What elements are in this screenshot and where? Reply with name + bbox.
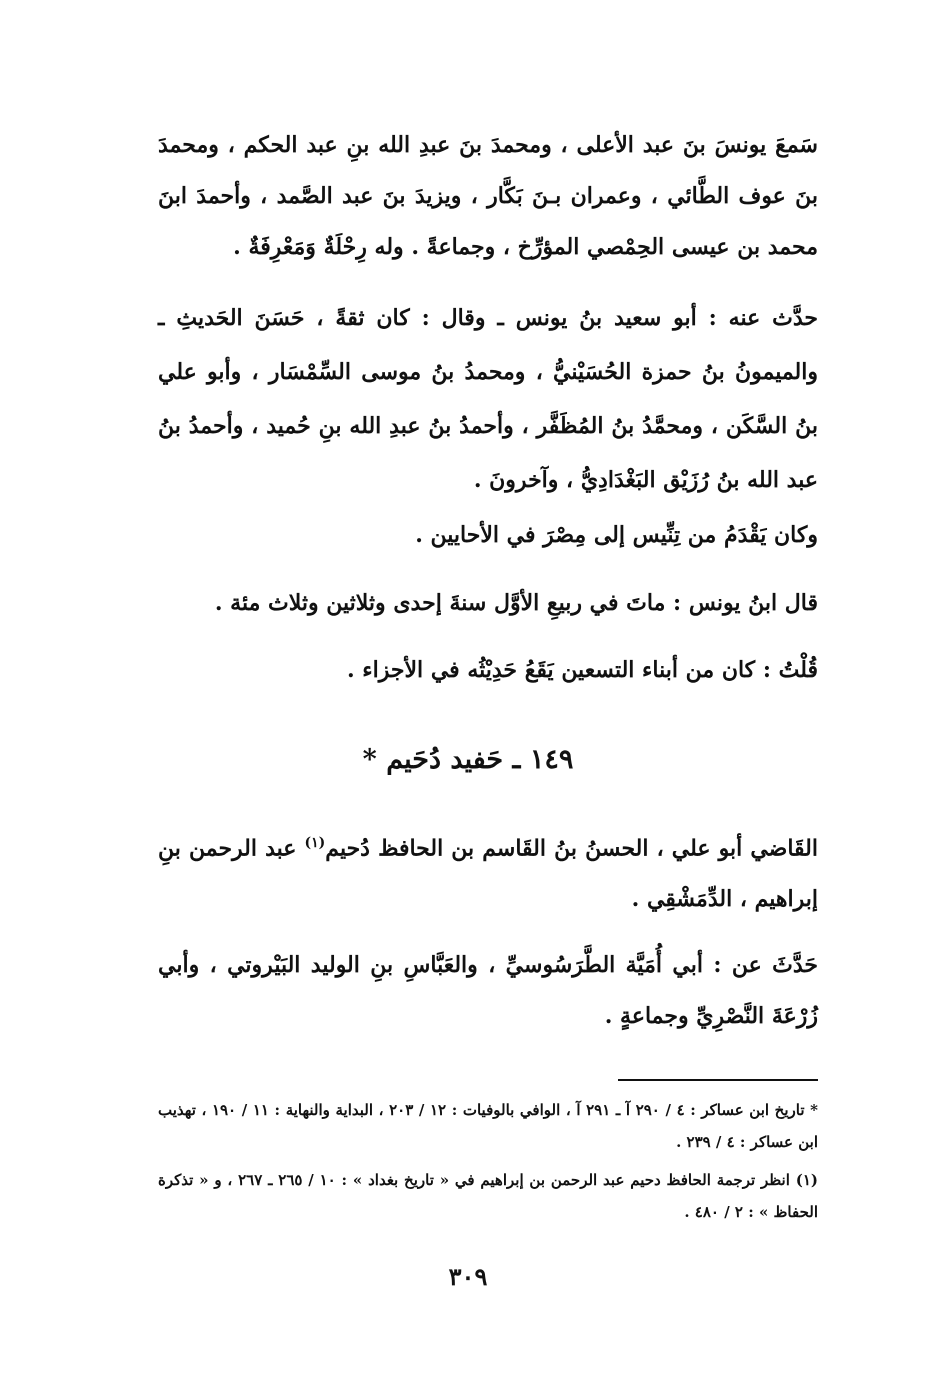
footnote-divider: [618, 1079, 818, 1081]
entry-intro-text: القَاضي أبو علي ، الحسنُ بنُ القَاسم بن الحافظ دُحيم: [325, 835, 818, 862]
paragraph-entry-intro: [158, 818, 818, 925]
paragraph-teachers: سَمعَ يونسَ بنَ عبد الأعلى ، ومحمدَ بنَ عبدِ الله بنِ عبد الحكم ، ومحمدَ بنَ عوف الطَّائي ، وعمران بـنَ بَكَّار ، ويزيدَ بنَ عبد الصَّمد ، وأحمدَ ابنَ محمد بن عيسى الحِمْصي المؤرِّخ ، وجماعةً . وله رِحْلَةٌ وَمَعْرِفَةٌ .: [158, 132, 818, 260]
paragraph-students: حدَّث عنه : أبو سعيد بنُ يونس ـ وقال : كان ثقةً ، حَسَنَ الحَديثِ ـ والميمونُ بنُ حمزة الحُسَيْنيُّ ، ومحمدُ بنُ موسى السِّمْسَار ، وأبو علي بنُ السَّكَن ، ومحمَّدُ بنُ المُظَفَّر ، وأحمدُ بنُ عبدِ الله بنِ حُميد ، وأحمدُ بنُ عبد الله بنُ رُزَيْق البَغْدَادِيُّ ، وآخرونَ .: [158, 305, 818, 493]
footnote-1: (١) انظر ترجمة الحافظ دحيم عبد الرحمن بن إبراهيم في « تاريخ بغداد » : ١٠ / ٢٦٥ ـ ٢٦٧ ، و « تذكرة الحفاظ » : ٢ / ٤٨٠ .: [158, 1171, 818, 1221]
paragraph-remark: قُلْتُ : كان من أبناء التسعين يَقَعُ حَدِيْثُه في الأجزاء .: [346, 657, 818, 683]
page-number: ٣٠٩: [448, 1262, 488, 1291]
entry-heading: ١٤٩ ـ حَفيد دُحَيم *: [362, 744, 574, 775]
paragraph-travel: وكان يَقْدَمُ من تِنِّيس إلى مِصْرَ في الأحايين .: [415, 522, 818, 548]
paragraph-entry-narrated: حَدَّثَ عن : أبي أُمَيَّة الطَّرَسُوسيِّ ، والعَبَّاسِ بنِ الوليد البَيْروتي ، وأبي زُرْعَةَ النَّصْرِيِّ وجماعةٍ .: [158, 952, 818, 1029]
footnote-marker: (١): [304, 835, 326, 851]
paragraph-death: قال ابنُ يونس : ماتَ في ربيعِ الأوَّل سنةَ إحدى وثلاثين وثلاث مئة .: [214, 590, 818, 616]
footnote-sources: * تاريخ ابن عساكر : ٤ / ٢٩٠ آ ـ ٢٩١ آ ، الوافي بالوفيات : ١٢ / ٢٠٣ ، البداية والنهاية : ١١ / ١٩٠ ، تهذيب ابن عساكر : ٤ / ٢٣٩ .: [158, 1101, 818, 1151]
entry-intro-text-rest: عبد الرحمن بنِ إبراهيم ، الدِّمَشْقِي .: [158, 835, 818, 913]
